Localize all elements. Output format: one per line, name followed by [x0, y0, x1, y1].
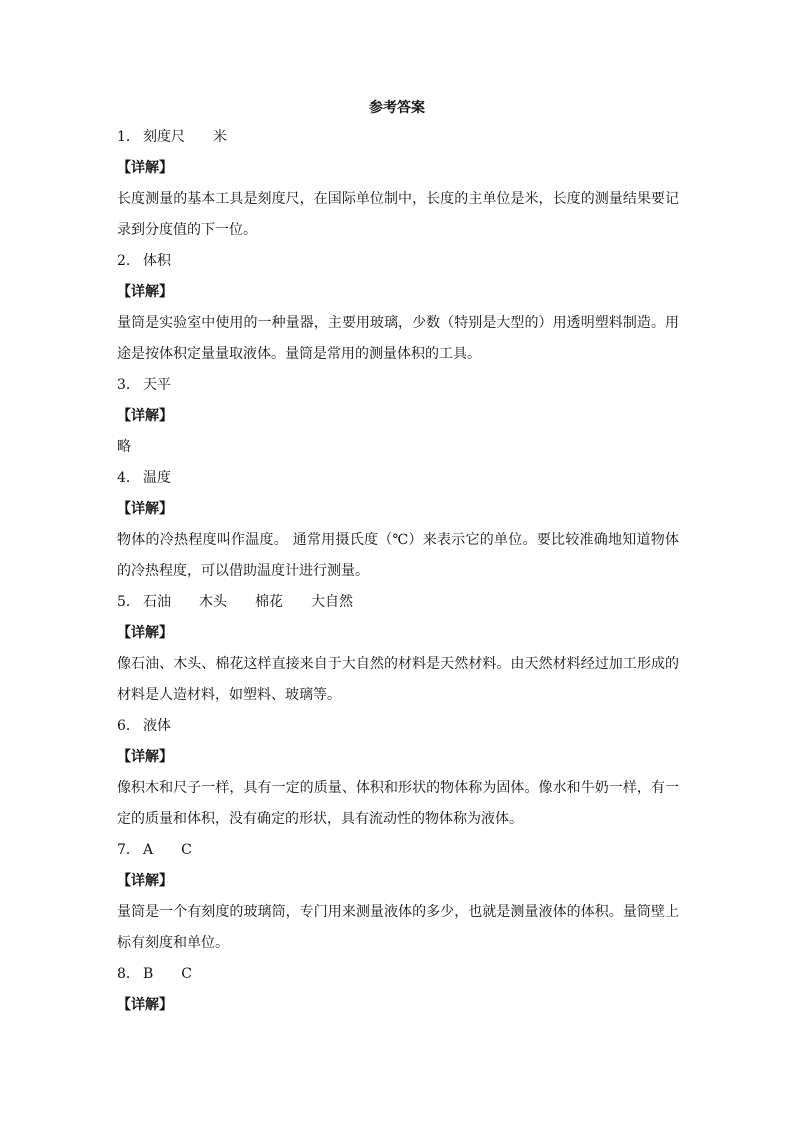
answer-line — [117, 959, 679, 990]
question-number: 5． — [117, 594, 140, 610]
detail-label: 【详解】 — [117, 408, 173, 424]
detail-label: 【详解】 — [117, 997, 173, 1013]
answer-line — [117, 835, 679, 866]
detail-label: 【详解】 — [117, 284, 173, 300]
detail-label: 【详解】 — [117, 160, 173, 176]
answer-text: A — [143, 842, 154, 858]
answer-text: 大自然 — [311, 594, 353, 610]
answer-text: 体积 — [143, 253, 171, 269]
answer-item — [117, 835, 679, 959]
answer-list — [117, 122, 679, 1021]
answer-text: 石油 — [143, 594, 171, 610]
question-number: 8． — [117, 966, 140, 982]
answer-line — [117, 370, 679, 401]
answer-text: 刻度尺 — [143, 129, 185, 145]
answer-text: 液体 — [143, 718, 171, 734]
answer-item — [117, 711, 679, 835]
answer-item — [117, 463, 679, 587]
answer-line — [117, 587, 679, 618]
detail-label: 【详解】 — [117, 625, 173, 641]
answer-text: 温度 — [143, 470, 171, 486]
explanation-text: 量筒是一个有刻度的玻璃筒，专门用来测量液体的多少，也就是测量液体的体积。量筒壁上标有刻度和单位。 — [117, 904, 679, 951]
detail-label: 【详解】 — [117, 749, 173, 765]
answer-item — [117, 959, 679, 1021]
answer-item — [117, 587, 679, 711]
answer-item — [117, 122, 679, 246]
question-number: 3． — [117, 377, 140, 393]
detail-label: 【详解】 — [117, 873, 173, 889]
answer-text: 天平 — [143, 377, 171, 393]
explanation-text: 像石油、木头、棉花这样直接来自于大自然的材料是天然材料。由天然材料经过加工形成的材料是人造材料，如塑料、玻璃等。 — [117, 656, 679, 703]
answer-line — [117, 122, 679, 153]
explanation-text: 略 — [117, 439, 131, 455]
answer-line — [117, 246, 679, 277]
answer-item — [117, 246, 679, 370]
explanation-text: 量筒是实验室中使用的一种量器，主要用玻璃，少数（特别是大型的）用透明塑料制造。用途是按体积定量量取液体。量筒是常用的测量体积的工具。 — [117, 315, 679, 362]
question-number: 2． — [117, 253, 140, 269]
explanation-text: 像积木和尺子一样，具有一定的质量、体积和形状的物体称为固体。像水和牛奶一样，有一定的质量和体积，没有确定的形状，具有流动性的物体称为液体。 — [117, 780, 679, 827]
answer-text: C — [181, 966, 193, 982]
question-number: 1． — [117, 129, 140, 145]
page-title: 参考答案 — [369, 100, 425, 116]
answer-item — [117, 370, 679, 463]
answer-line — [117, 463, 679, 494]
detail-label: 【详解】 — [117, 501, 173, 517]
answer-text: 木头 — [199, 594, 227, 610]
question-number: 7． — [117, 842, 140, 858]
question-number: 4． — [117, 470, 140, 486]
answer-line — [117, 711, 679, 742]
explanation-text: 物体的冷热程度叫作温度。 通常用摄氏度（℃）来表示它的单位。要比较准确地知道物体的冷热程度，可以借助温度计进行测量。 — [117, 532, 679, 579]
answer-text: 棉花 — [255, 594, 283, 610]
explanation-text: 长度测量的基本工具是刻度尺，在国际单位制中，长度的主单位是米，长度的测量结果要记录到分度值的下一位。 — [117, 191, 679, 238]
answer-text: C — [181, 842, 192, 858]
question-number: 6． — [117, 718, 140, 734]
answer-text: B — [143, 966, 154, 982]
answer-text: 米 — [213, 129, 227, 145]
